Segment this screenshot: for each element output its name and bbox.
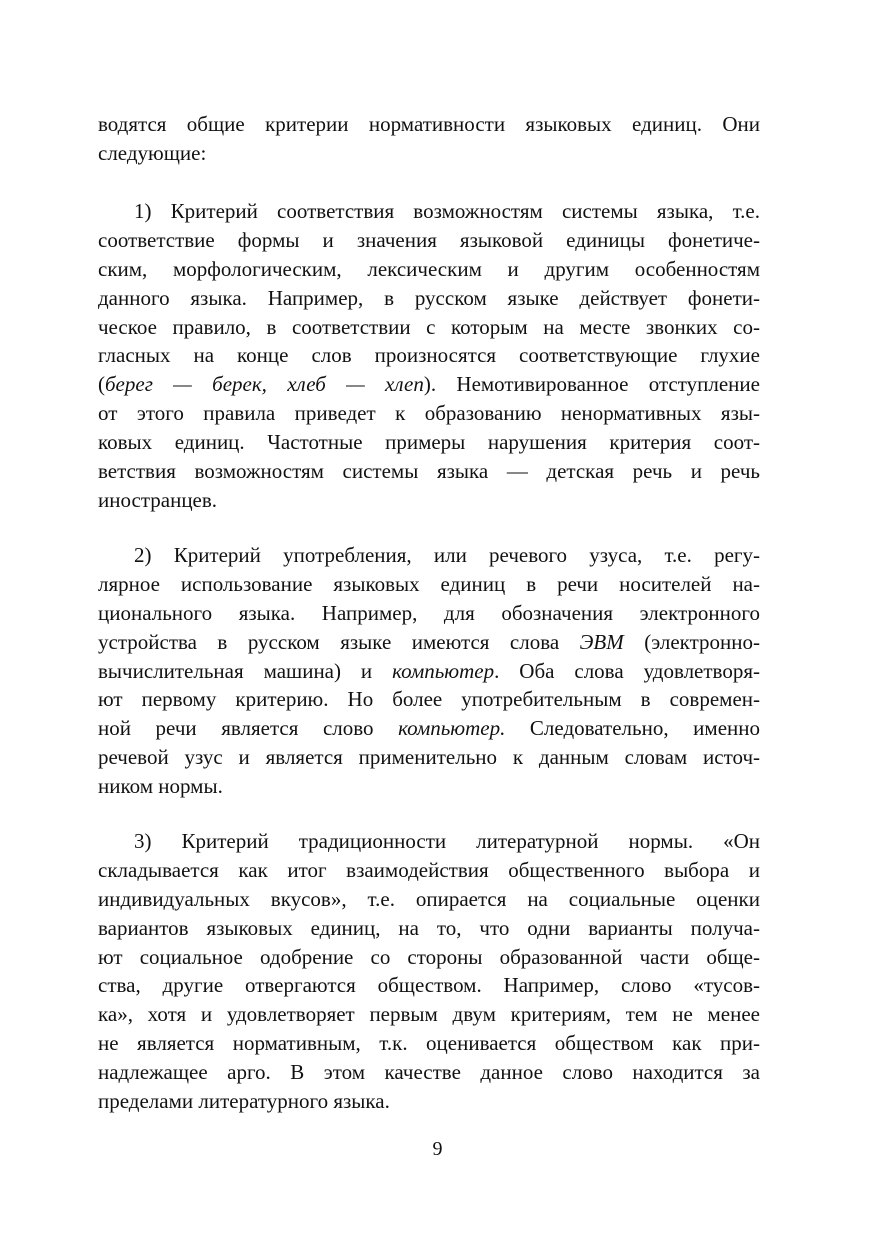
paragraph-criterion-1 (98, 197, 760, 515)
text-line: вариантов языковых единиц, на то, что одни варианты получа- (98, 915, 760, 940)
text-line: складывается как итог взаимодействия общественного выбора и (98, 857, 760, 882)
text-line: ства, другие отвергаются обществом. Например, слово «тусов- (98, 973, 760, 998)
text-line: ским, морфологическим, лексическим и другим особенностям (98, 256, 760, 281)
text-line: соответствие формы и значения языковой единицы фонетиче- (98, 227, 760, 252)
text-line: ческое правило, в соответствии с которым на месте звонких со- (98, 314, 760, 339)
paragraph-intro (98, 110, 760, 168)
italic-term: ЭВМ (579, 629, 624, 654)
text-line: ют первому критерию. Но более употребительным в современ- (98, 687, 760, 712)
text-line: следующие: (98, 140, 207, 165)
text-line: надлежащее арго. В этом качестве данное слово находится за (98, 1060, 760, 1085)
text-line: данного языка. Например, в русском языке действует фонети- (98, 285, 760, 310)
text-line: ют социальное одобрение со стороны образованной части обще- (98, 944, 760, 969)
page-number: 9 (432, 1138, 443, 1160)
text-line-with-italic: ной речи является слово компьютер. Следовательно, именно (98, 716, 760, 741)
text-line: 3) Критерий традиционности литературной нормы. «Он (134, 829, 760, 853)
text-line: иностранцев. (98, 487, 218, 512)
text-line: 2) Критерий употребления, или речевого узуса, т.е. регу- (134, 543, 760, 567)
text-line: водятся общие критерии нормативности языковых единиц. Они (98, 112, 760, 136)
italic-example: берег — берек, хлеб — хлеп (105, 372, 424, 397)
text-line: ка», хотя и удовлетворяет первым двум критериям, тем не менее (98, 1002, 760, 1027)
paragraph-criterion-3 (98, 827, 760, 1116)
text-line: не является нормативным, т.к. оценивается обществом как при- (98, 1031, 760, 1056)
italic-term: компьютер. (398, 716, 506, 741)
text-line: индивидуальных вкусов», т.е. опирается на социальные оценки (98, 886, 760, 911)
text-line: ником нормы. (98, 774, 223, 799)
italic-term: компьютер (392, 658, 495, 683)
text-line: 1) Критерий соответствия возможностям системы языка, т.е. (134, 199, 760, 223)
paragraph-criterion-2 (98, 541, 760, 801)
text-line-with-italic: устройства в русском языке имеются слова ЭВМ (электронно- (98, 629, 760, 654)
text-line-with-italic: вычислительная машина) и компьютер. Оба слова удовлетворя- (98, 658, 760, 683)
text-line: от этого правила приведет к образованию ненормативных язы- (98, 401, 760, 426)
text-line-with-italic: (берег — берек, хлеб — хлеп). Немотивированное отступление (98, 372, 760, 397)
text-line: гласных на конце слов произносятся соответствующие глухие (98, 343, 760, 368)
text-line: пределами литературного языка. (98, 1089, 390, 1114)
text-line: лярное использование языковых единиц в речи носителей на- (98, 571, 760, 596)
text-line: речевой узус и является применительно к данным словам источ- (98, 745, 760, 770)
text-line: ковых единиц. Частотные примеры нарушения критерия соот- (98, 430, 760, 455)
text-line: ветствия возможностям системы языка — детская речь и речь (98, 459, 760, 484)
text-line: ционального языка. Например, для обозначения электронного (98, 600, 760, 625)
